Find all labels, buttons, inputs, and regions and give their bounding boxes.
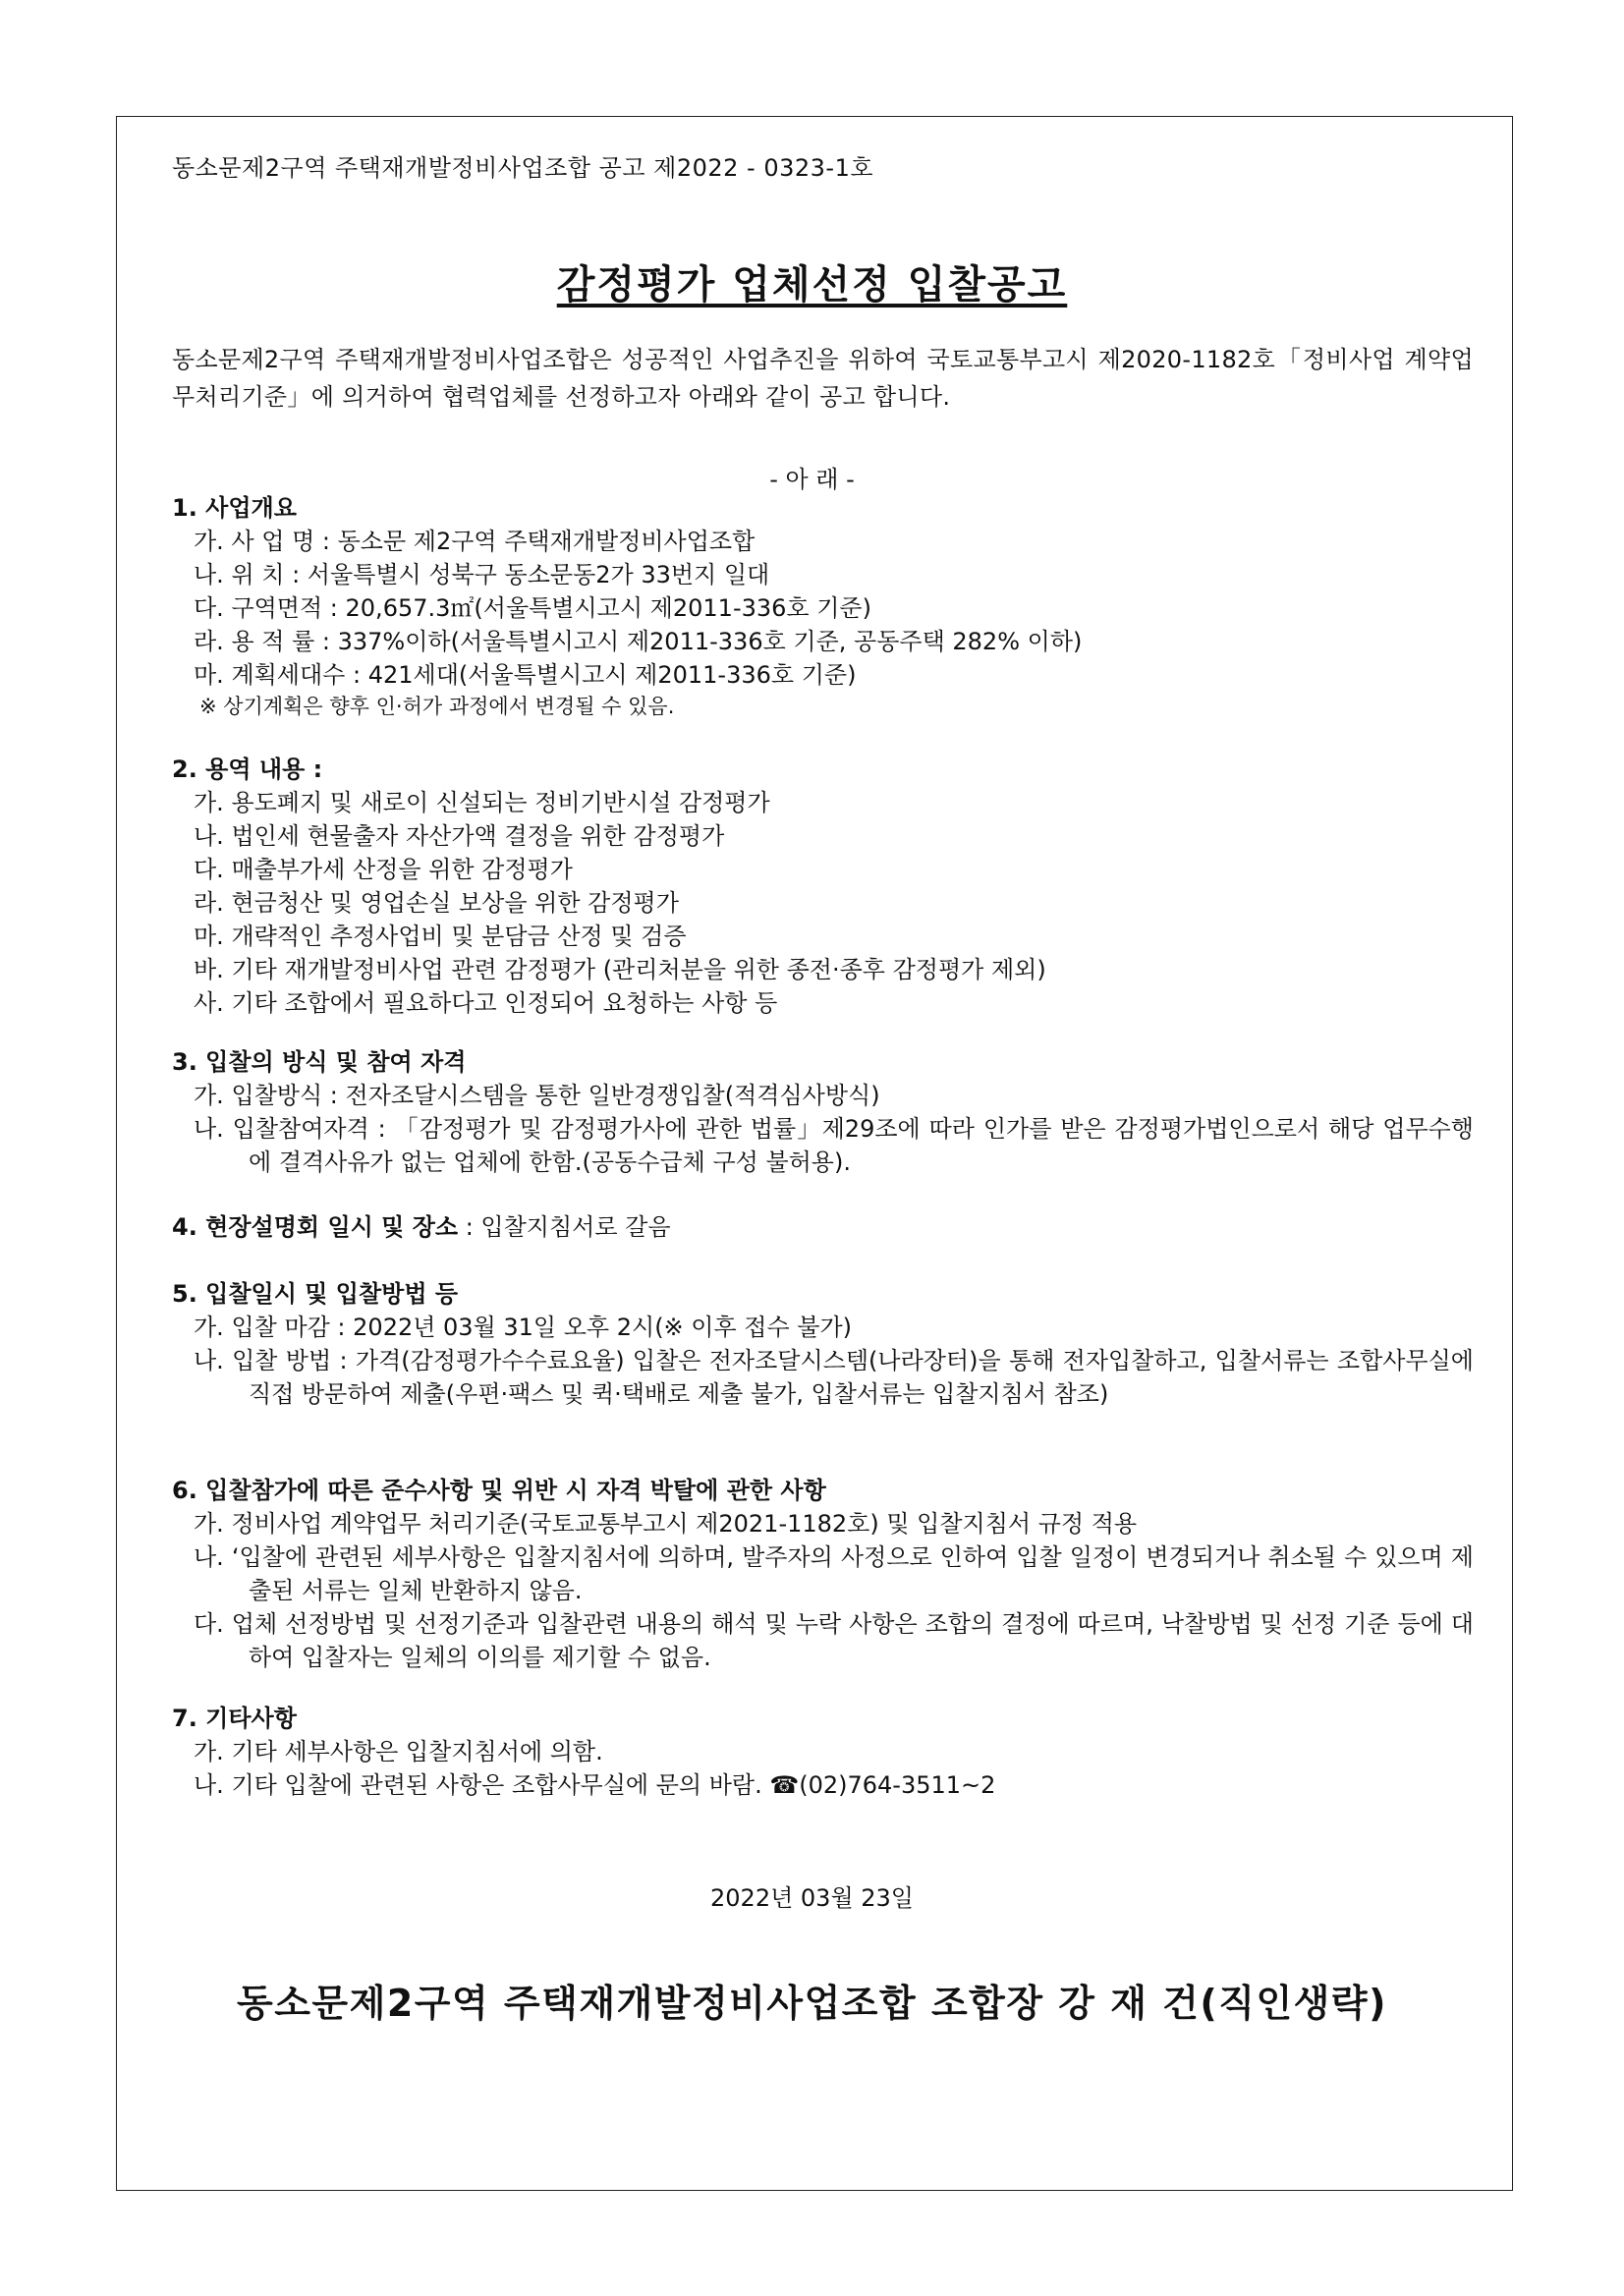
section-bid-schedule [172,1277,1474,1411]
list-item: 가. 용도폐지 및 새로이 신설되는 정비기반시설 감정평가 [194,789,770,816]
section-compliance [172,1474,1474,1674]
list-item: 마. 개략적인 추정사업비 및 분담금 산정 및 검증 [194,923,687,950]
list-item: 나. ‘입찰에 관련된 세부사항은 입찰지침서에 의하며, 발주자의 사정으로 인하여 입찰 일정이 변경되거나 취소될 수 있으며 제출된 서류는 일체 반환하지 않음. [194,1543,1474,1604]
section-site-briefing [172,1210,1474,1244]
section-heading: 2. 용역 내용 : [172,756,323,783]
section-heading: 1. 사업개요 [172,494,297,522]
list-item: 가. 사 업 명 : 동소문 제2구역 주택재개발정비사업조합 [194,528,756,555]
list-item: 나. 법인세 현물출자 자산가액 결정을 위한 감정평가 [194,822,725,850]
list-item: 라. 용 적 률 : 337%이하(서울특별시고시 제2011-336호 기준, 공동주택 282% 이하) [194,628,1083,655]
list-item: 사. 기타 조합에서 필요하다고 인정되어 요청하는 사항 등 [194,989,778,1017]
section-other-matters [172,1702,1474,1802]
list-item: 라. 현금청산 및 영업손실 보상을 위한 감정평가 [194,889,679,917]
list-item: 나. 입찰참여자격 : 「감정평가 및 감정평가사에 관한 법률」제29조에 따라 인가를 받은 감정평가법인으로서 해당 업무수행에 결격사유가 없는 업체에 한함.(공동수급체 구성 불허용). [194,1115,1474,1176]
list-item: 다. 매출부가세 산정을 위한 감정평가 [194,856,573,883]
notice-date: 2022년 03월 23일 [710,1884,914,1912]
list-item: 나. 위 치 : 서울특별시 성북구 동소문동2가 33번지 일대 [194,561,770,588]
list-item: 가. 입찰방식 : 전자조달시스템을 통한 일반경쟁입찰(적격심사방식) [194,1082,880,1109]
list-item: 나. 기타 입찰에 관련된 사항은 조합사무실에 문의 바람. ☎(02)764-3511~2 [194,1771,996,1799]
document-title: 감정평가 업체선정 입찰공고 [556,262,1068,308]
list-item: 가. 입찰 마감 : 2022년 03월 31일 오후 2시(※ 이후 접수 불가) [194,1314,853,1341]
section-bid-method-eligibility [172,1045,1474,1179]
intro-paragraph: 동소문제2구역 주택재개발정비사업조합은 성공적인 사업추진을 위하여 국토교통부고시 제2020-1182호「정비사업 계약업무처리기준」에 의거하여 협력업체를 선정하고자 아래와 같이 공고 합니다. [172,346,1474,411]
list-item: 나. 입찰 방법 : 가격(감정평가수수료요율) 입찰은 전자조달시스템(나라장터)을 통해 전자입찰하고, 입찰서류는 조합사무실에 직접 방문하여 제출(우편·팩스 및 퀵·택배로 제출 불가, 입찰서류는 입찰지침서 참조) [194,1347,1474,1408]
below-label: - 아 래 - [769,466,855,493]
section-service-scope [172,753,1474,1020]
section-heading: 6. 입찰참가에 따른 준수사항 및 위반 시 자격 박탈에 관한 사항 [172,1477,826,1504]
plan-note: ※ 상기계획은 향후 인·허가 과정에서 변경될 수 있음. [199,695,675,718]
list-item: 가. 정비사업 계약업무 처리기준(국토교통부고시 제2021-1182호) 및 입찰지침서 규정 적용 [194,1510,1138,1538]
section-text: : 입찰지침서로 갈음 [458,1213,671,1241]
section-heading: 5. 입찰일시 및 입찰방법 등 [172,1280,459,1308]
list-item: 가. 기타 세부사항은 입찰지침서에 의함. [194,1738,603,1765]
signature-line: 동소문제2구역 주택재개발정비사업조합 조합장 강 재 건(직인생략) [237,1982,1387,2025]
section-heading: 7. 기타사항 [172,1705,297,1732]
section-heading: 4. 현장설명회 일시 및 장소 [172,1213,459,1241]
section-heading: 3. 입찰의 방식 및 참여 자격 [172,1048,467,1076]
notice-number: 동소문제2구역 주택재개발정비사업조합 공고 제2022 - 0323-1호 [172,154,874,182]
list-item: 바. 기타 재개발정비사업 관련 감정평가 (관리처분을 위한 종전·종후 감정평가 제외) [194,956,1046,983]
list-item: 마. 계획세대수 : 421세대(서울특별시고시 제2011-336호 기준) [194,661,857,689]
section-project-overview [172,491,1474,721]
list-item: 다. 업체 선정방법 및 선정기준과 입찰관련 내용의 해석 및 누락 사항은 조합의 결정에 따르며, 낙찰방법 및 선정 기준 등에 대하여 입찰자는 일체의 이의를 제기할 수 없음. [194,1610,1474,1671]
list-item: 다. 구역면적 : 20,657.3㎡(서울특별시고시 제2011-336호 기준) [194,594,871,622]
